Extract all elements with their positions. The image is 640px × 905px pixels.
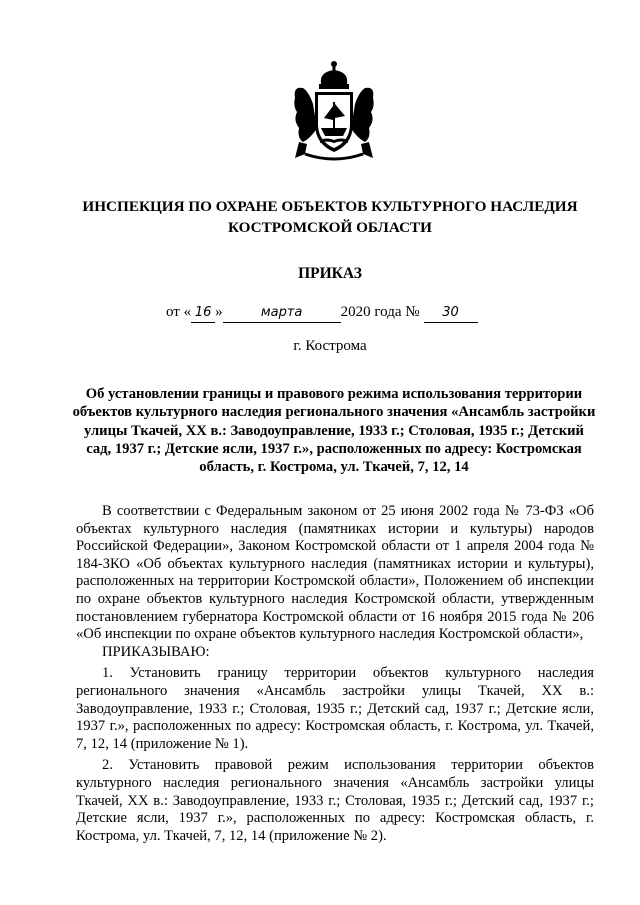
- order-number: 30: [424, 306, 478, 323]
- date-prefix: от «: [166, 304, 192, 320]
- organization-name: ИНСПЕКЦИЯ ПО ОХРАНЕ ОБЪЕКТОВ КУЛЬТУРНОГО НАСЛЕДИЯ КОСТРОМСКОЙ ОБЛАСТИ: [82, 198, 578, 236]
- document-title: ПРИКАЗ: [298, 265, 362, 282]
- decree-word: ПРИКАЗЫВАЮ:: [102, 643, 210, 660]
- date-quote-close: »: [215, 304, 223, 320]
- order-item-1: 1. Установить границу территории объектов культурного наследия регионального значения «Ансамбль застройки улицы Ткачей, XX в.: Заводоуправление, 1933 г.; Столовая, 1935 г.; Детский сад, 1937 г.; Детские ясли, 1937 г.», расположенных по адресу: Костромская область, г. Кострома, ул. Ткачей, 7, 12, 14 (приложение № 1).: [76, 665, 594, 752]
- coat-of-arms-icon: [291, 58, 377, 162]
- order-body: [76, 503, 594, 845]
- order-year-text: 2020 года №: [340, 304, 420, 320]
- order-month: марта: [223, 306, 341, 323]
- order-day: 16: [191, 306, 215, 323]
- order-item-2: 2. Установить правовой режим использования территории объектов культурного наследия регионального значения «Ансамбль застройки улицы Ткачей, XX в.: Заводоуправление, 1933 г.; Столовая, 1935 г.; Детский сад, 1937 г.; Детские ясли, 1937 г.», расположенных по адресу: Костромская область, г. Кострома, ул. Ткачей, 7, 12, 14 (приложение № 2).: [76, 757, 594, 844]
- order-city: г. Кострома: [293, 338, 367, 354]
- preamble-paragraph: В соответствии с Федеральным законом от 25 июня 2002 года № 73-ФЗ «Об объектах культурного наследия (памятниках истории и культуры) народов Российской Федерации», Законом Костромской области от 1 апреля 2004 года № 184-ЗКО «Об объектах культурного наследия (памятниках истории и культуры), расположенных на территории Костромской области», Положением об инспекции по охране объектов культурного наследия Костромской области, утвержденным постановлением губернатора Костромской области от 16 ноября 2015 года № 206 «Об инспекции по охране объектов культурного наследия Костромской области»,: [76, 503, 594, 643]
- order-subject: Об установлении границы и правового режима использования территории объектов культурного наследия регионального значения «Ансамбль застройки улицы Ткачей, XX в.: Заводоуправление, 1933 г.; Столовая, 1935 г.; Детский сад, 1937 г.; Детские ясли, 1937 г.», расположенных по адресу: Костромская область, г. Кострома, ул. Ткачей, 7, 12, 14: [72, 386, 596, 476]
- order-date-line: [166, 304, 478, 323]
